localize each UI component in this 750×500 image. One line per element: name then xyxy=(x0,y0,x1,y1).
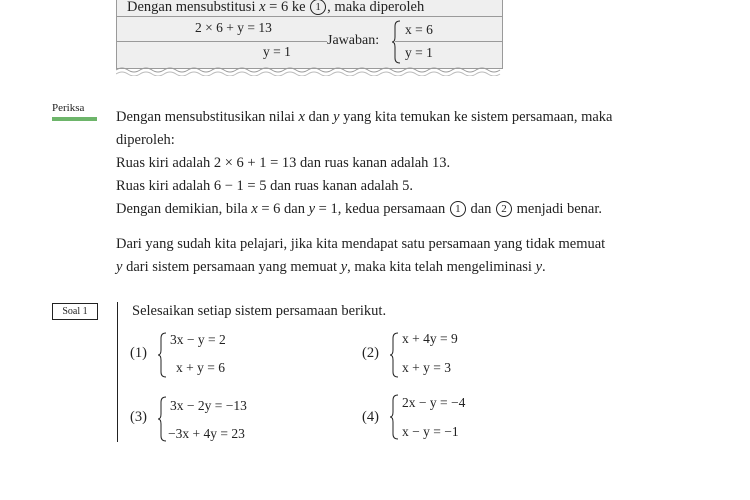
divider xyxy=(395,41,502,42)
brace-icon xyxy=(392,20,402,64)
circled-number: 1 xyxy=(450,201,466,217)
brace-icon xyxy=(158,332,168,378)
periksa-line-5: Dengan demikian, bila x = 6 dan y = 1, kedua persamaan 1 dan 2 menjadi benar. xyxy=(116,201,603,217)
answer-y: y = 1 xyxy=(405,45,433,60)
periksa-line-4: Ruas kiri adalah 6 − 1 = 5 dan ruas kanan adalah 5. xyxy=(116,178,414,194)
periksa-line-2: diperoleh: xyxy=(116,132,175,148)
equation: −3x + 4y = 23 xyxy=(168,426,245,441)
equation: 3x − 2y = −13 xyxy=(170,398,247,413)
equation: x + 4y = 9 xyxy=(402,331,458,346)
elimination-paragraph xyxy=(116,233,696,279)
periksa-line-1: Dengan mensubstitusikan nilai x dan y yang kita temukan ke sistem persamaan, maka xyxy=(116,109,613,125)
equation: x − y = −1 xyxy=(402,424,459,439)
circled-number: 2 xyxy=(496,201,512,217)
circled-number: 1 xyxy=(310,0,326,15)
equation: x + y = 3 xyxy=(402,360,451,375)
substitution-equation: 2 × 6 + y = 13 xyxy=(195,20,272,35)
elimination-line-2: y dari sistem persamaan yang memuat y, maka kita telah mengeliminasi y. xyxy=(116,259,546,275)
torn-edge xyxy=(116,66,503,76)
answer-x: x = 6 xyxy=(405,22,433,37)
problem-label: (1) xyxy=(130,345,147,361)
solution-box xyxy=(116,0,503,69)
periksa-line-3: Ruas kiri adalah 2 × 6 + 1 = 13 dan ruas kanan adalah 13. xyxy=(116,155,451,171)
equation: x + y = 6 xyxy=(176,360,225,375)
problem-label: (2) xyxy=(362,345,379,361)
soal-badge: Soal 1 xyxy=(52,303,98,320)
brace-icon xyxy=(390,394,400,440)
result-equation: y = 1 xyxy=(263,44,291,59)
elimination-line-1: Dari yang sudah kita pelajari, jika kita mendapat satu persamaan yang tidak memuat xyxy=(116,236,606,252)
equation: 3x − y = 2 xyxy=(170,332,226,347)
periksa-paragraph xyxy=(116,106,696,221)
periksa-underline xyxy=(52,117,97,121)
divider xyxy=(117,41,327,42)
answer-label: Jawaban: xyxy=(327,33,380,48)
soal-instruction: Selesaikan setiap sistem persamaan berikut. xyxy=(132,303,387,319)
solution-header: Dengan mensubstitusi x = 6 ke 1 , maka diperoleh xyxy=(117,0,502,17)
equation: 2x − y = −4 xyxy=(402,395,466,410)
problem-label: (4) xyxy=(362,409,379,425)
brace-icon xyxy=(390,332,400,378)
brace-icon xyxy=(158,396,168,442)
problem-label: (3) xyxy=(130,409,147,425)
soal-margin-line xyxy=(117,302,118,442)
periksa-tag: Periksa xyxy=(52,102,85,114)
